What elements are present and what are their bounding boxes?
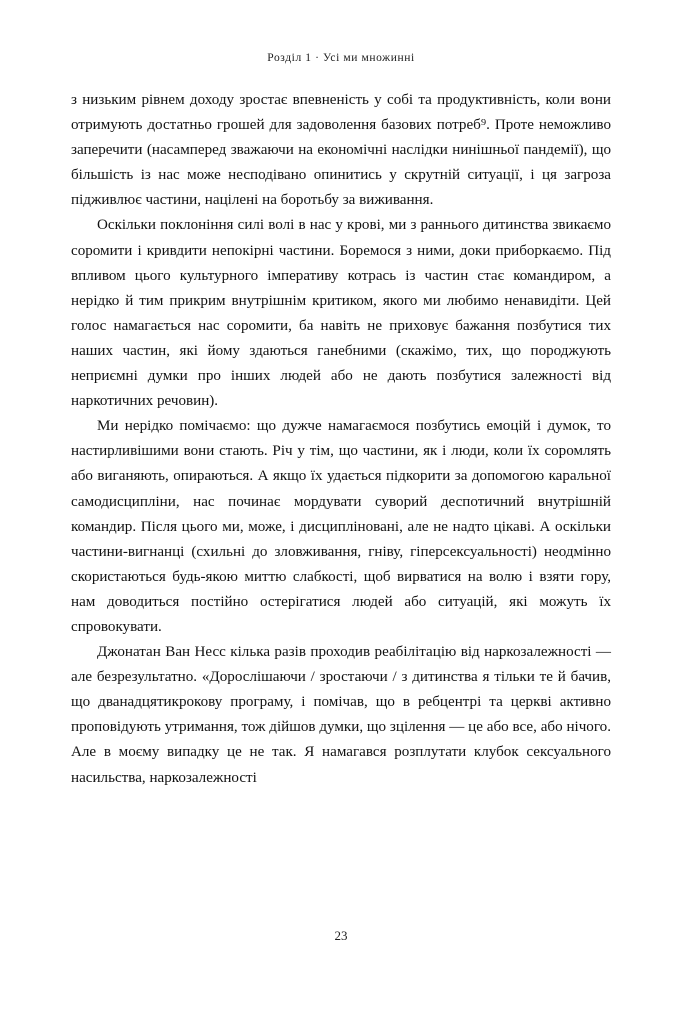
- body-text: [71, 88, 611, 791]
- paragraph-3: Ми нерідко помічаємо: що дужче намагаємося позбутись емоцій і думок, то настирливішими вони стають. Річ у тім, що частини, як і люди, коли їх соромлять або виганяють, опираються. А якщо їх удається підкорити за допомогою каральної самодисципліни, нас починає мордувати суворий деспотичний внутрішній командир. Після цього ми, може, і дисципліновані, але не надто цікаві. А оскільки частини-вигнанці (схильні до зловживання, гніву, гіперсексуальності) неодмінно скористаються будь-якою миттю слабкості, щоб вирватися на волю і взяти гору, нам доводиться постійно остерігатися людей або ситуацій, які можуть їх спровокувати.: [71, 418, 611, 635]
- paragraph-4: Джонатан Ван Несс кілька разів проходив реабілітацію від наркозалежності — але безрезультатно. «Дорослішаючи / зростаючи / з дитинства я тільки те й бачив, що дванадцятикрокову програму, і помічав, що в ребцентрі та церкві активно проповідують утримання, тож дійшов думки, що зцілення — це або все, або нічого. Але в моєму випадку це не так. Я намагався розплутати клубок сексуального насильства, наркозалежності: [71, 644, 611, 786]
- running-head: Розділ 1 · Усі ми множинні: [267, 52, 415, 64]
- page-number: 23: [334, 928, 348, 943]
- paragraph-1: з низьким рівнем доходу зростає впевненість у собі та продуктивність, коли вони отримують достатньо грошей для задоволення базових потреб⁹. Проте неможливо заперечити (насамперед зважаючи на економічні наслідки нинішньої пандемії), що більшість із нас може несподівано опинитись у скрутній ситуації, і ця загроза підживлює частини, націлені на боротьбу за виживання.: [71, 92, 611, 209]
- paragraph-2: Оскільки поклоніння силі волі в нас у крові, ми з раннього дитинства звикаємо соромити і кривдити непокірні частини. Боремося з ними, доки приборкаємо. Під впливом цього культурного імперативу котрась із частин стає командиром, а нерідко й тим прикрим внутрішнім критиком, якого ми любимо ненавидіти. Цей голос намагається нас соромити, ба навіть не приховує бажання позбутися тих наших частин, які йому здаються ганебними (скажімо, тих, що породжують неприємні думки про інших людей або не дають позбутися залежності від наркотичних речовин).: [71, 217, 611, 410]
